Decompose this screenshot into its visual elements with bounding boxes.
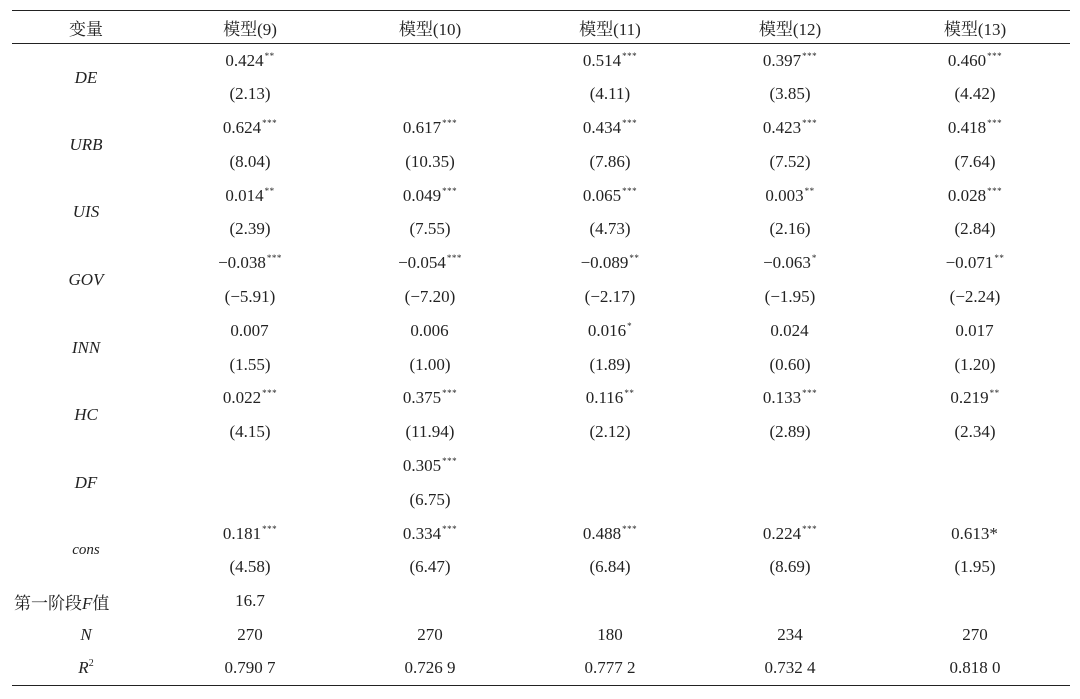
t-stat-cell <box>160 483 340 517</box>
coef-value: 0.006 <box>410 320 449 340</box>
stat-value: 270 <box>237 624 263 644</box>
t-stat-cell: (6.84) <box>589 557 631 577</box>
significance-stars: ** <box>629 253 640 264</box>
coef-value: 0.007 <box>230 320 269 340</box>
significance-stars: * <box>627 320 633 331</box>
coef-row-inn <box>12 314 1070 348</box>
t-stat-cell: (−2.24) <box>949 286 1001 306</box>
t-stat-cell: (−5.91) <box>224 286 276 306</box>
coef-cell <box>340 44 520 78</box>
significance-stars: *** <box>987 50 1003 61</box>
significance-stars: *** <box>442 523 458 534</box>
coef-row-urb <box>12 111 1070 145</box>
significance-stars: *** <box>802 117 818 128</box>
t-stat-cell: (11.94) <box>405 422 455 442</box>
stat-value: 270 <box>417 624 443 644</box>
coef-cell <box>880 449 1070 483</box>
stat-label <box>12 618 160 652</box>
stat-value: 180 <box>597 624 623 644</box>
header-model-10: 模型(10) <box>340 11 520 44</box>
significance-stars: ** <box>624 388 635 399</box>
coef-cell <box>520 314 700 348</box>
variable-label-uis: UIS <box>72 202 100 222</box>
significance-stars: *** <box>446 253 462 264</box>
header-model-9: 模型(9) <box>160 11 340 44</box>
stat-value: 270 <box>962 624 988 644</box>
stat-label <box>12 584 160 618</box>
coef-cell <box>700 111 880 145</box>
t-stat-cell: (−1.95) <box>764 286 816 306</box>
t-stat-cell: (4.58) <box>229 557 271 577</box>
t-stat-cell: (4.11) <box>589 84 631 104</box>
coef-cell <box>880 179 1070 213</box>
stat-row <box>12 652 1070 686</box>
significance-stars: *** <box>442 388 458 399</box>
header-variable: 变量 <box>12 11 160 44</box>
coef-cell <box>520 44 700 78</box>
coef-value: 0.224 <box>762 523 802 543</box>
coef-cell <box>700 381 880 415</box>
t-stat-cell <box>880 483 1070 517</box>
coef-cell <box>880 111 1070 145</box>
t-stat-cell: (−2.17) <box>584 286 636 306</box>
t-stat-cell: (3.85) <box>769 84 811 104</box>
coef-value: 0.488 <box>582 523 622 543</box>
t-stat-cell: (6.75) <box>409 489 451 509</box>
t-stat-cell: (4.73) <box>589 219 631 239</box>
significance-stars: *** <box>802 523 818 534</box>
coef-value: 0.024 <box>770 320 809 340</box>
variable-label-hc: HC <box>74 405 98 425</box>
t-stat-cell: (6.47) <box>409 557 451 577</box>
coef-cell <box>160 179 340 213</box>
coef-cell <box>700 246 880 280</box>
stat-value: 0.777 2 <box>520 652 700 686</box>
stat-label-symbol: N <box>80 624 92 644</box>
significance-stars: *** <box>622 185 638 196</box>
variable-label-df: DF <box>74 472 98 492</box>
variable-label-de: DE <box>74 67 98 87</box>
coef-value: 0.049 <box>402 185 442 205</box>
t-stat-cell: (8.69) <box>769 557 811 577</box>
coef-value: −0.038 <box>218 253 266 273</box>
coef-value: 0.460 <box>947 50 987 70</box>
coef-row-cons <box>12 517 1070 551</box>
coef-value: 0.613* <box>951 523 998 543</box>
coef-value: 0.418 <box>947 117 987 137</box>
coef-value: 0.022 <box>222 388 262 408</box>
t-stat-cell: (10.35) <box>405 151 455 171</box>
coef-cell <box>520 449 700 483</box>
t-stat-cell: (7.55) <box>409 219 451 239</box>
coef-value: 0.514 <box>582 50 622 70</box>
coef-cell <box>700 44 880 78</box>
t-stat-cell: (2.12) <box>589 422 631 442</box>
coef-cell <box>880 314 1070 348</box>
coef-value: 0.181 <box>222 523 262 543</box>
t-stat-cell: (7.64) <box>954 151 996 171</box>
t-stat-cell: (1.95) <box>954 557 996 577</box>
significance-stars: *** <box>266 253 282 264</box>
significance-stars: *** <box>262 523 278 534</box>
t-row-cons <box>12 550 1070 584</box>
t-stat-cell: (2.84) <box>954 219 996 239</box>
stat-value: 0.726 9 <box>340 652 520 686</box>
significance-stars: * <box>811 253 817 264</box>
regression-table <box>12 10 1070 686</box>
t-stat-cell: (2.34) <box>954 422 996 442</box>
t-stat-cell: (2.89) <box>769 422 811 442</box>
coef-cell <box>340 314 520 348</box>
significance-stars: *** <box>262 117 278 128</box>
stat-value <box>880 584 1070 618</box>
coef-cell <box>160 111 340 145</box>
coef-cell <box>520 246 700 280</box>
coef-value: −0.054 <box>398 253 446 273</box>
stat-label-suffix: 值 <box>92 593 110 613</box>
coef-cell <box>340 111 520 145</box>
t-stat-cell: (−7.20) <box>404 286 456 306</box>
significance-stars: *** <box>262 388 278 399</box>
t-stat-cell: (7.52) <box>769 151 811 171</box>
stat-label-symbol: F <box>82 593 93 613</box>
significance-stars: *** <box>442 117 458 128</box>
coef-cell <box>520 179 700 213</box>
header-model-11: 模型(11) <box>520 11 700 44</box>
significance-stars: *** <box>987 185 1003 196</box>
t-row-urb <box>12 145 1070 179</box>
stat-row <box>12 618 1070 652</box>
t-stat-cell: (4.15) <box>229 422 271 442</box>
coef-value: −0.071 <box>945 253 994 273</box>
t-row-gov <box>12 280 1070 314</box>
coef-cell <box>700 179 880 213</box>
significance-stars: ** <box>804 185 815 196</box>
stat-value: 0.818 0 <box>880 652 1070 686</box>
coef-value: 0.434 <box>582 117 622 137</box>
stat-label-symbol: R <box>78 658 89 678</box>
t-row-df <box>12 483 1070 517</box>
significance-stars: ** <box>989 388 1000 399</box>
t-stat-cell: (1.89) <box>589 354 631 374</box>
significance-stars: *** <box>622 117 638 128</box>
coef-row-hc <box>12 381 1070 415</box>
stat-value <box>700 584 880 618</box>
coef-value: 0.424 <box>225 50 264 70</box>
significance-stars: *** <box>622 50 638 61</box>
stat-value: 0.732 4 <box>700 652 880 686</box>
coef-row-gov <box>12 246 1070 280</box>
significance-stars: ** <box>264 185 275 196</box>
coef-value: 0.116 <box>585 388 624 408</box>
coef-cell <box>700 449 880 483</box>
coef-cell <box>880 246 1070 280</box>
t-stat-cell: (7.86) <box>589 151 631 171</box>
coef-value: 0.624 <box>222 117 262 137</box>
stat-value: 234 <box>777 624 803 644</box>
stat-label <box>12 652 160 686</box>
stat-value: 16.7 <box>235 591 265 611</box>
stat-value <box>340 584 520 618</box>
significance-stars: ** <box>994 253 1005 264</box>
coef-value: 0.003 <box>765 185 804 205</box>
coef-row-uis <box>12 179 1070 213</box>
coef-cell <box>160 517 340 551</box>
coef-cell <box>520 111 700 145</box>
t-row-de <box>12 77 1070 111</box>
coef-cell <box>160 314 340 348</box>
coef-value: 0.617 <box>402 117 442 137</box>
coef-cell <box>160 246 340 280</box>
t-stat-cell <box>520 483 700 517</box>
significance-stars: *** <box>442 455 458 466</box>
stat-value <box>520 584 700 618</box>
coef-value: −0.063 <box>763 253 811 273</box>
significance-stars: *** <box>802 388 818 399</box>
t-stat-cell: (1.55) <box>229 354 271 374</box>
coef-value: 0.065 <box>582 185 622 205</box>
coef-value: 0.016 <box>587 320 627 340</box>
coef-cell <box>160 44 340 78</box>
coef-value: 0.028 <box>947 185 987 205</box>
stat-label-superscript: 2 <box>88 658 94 670</box>
t-row-hc <box>12 415 1070 449</box>
coef-value: 0.423 <box>762 117 802 137</box>
t-stat-cell <box>340 77 520 111</box>
coef-cell <box>880 44 1070 78</box>
t-row-inn <box>12 348 1070 382</box>
coef-value: 0.397 <box>762 50 802 70</box>
t-stat-cell <box>700 483 880 517</box>
header-row <box>12 11 1070 44</box>
t-stat-cell: (0.60) <box>769 354 811 374</box>
significance-stars: *** <box>802 50 818 61</box>
header-model-12: 模型(12) <box>700 11 880 44</box>
significance-stars: *** <box>987 117 1003 128</box>
coef-cell <box>160 449 340 483</box>
coef-cell <box>160 381 340 415</box>
t-stat-cell: (2.39) <box>229 219 271 239</box>
t-stat-cell: (1.20) <box>954 354 996 374</box>
stat-value: 0.790 7 <box>160 652 340 686</box>
stat-row <box>12 584 1070 618</box>
variable-label-urb: URB <box>69 134 103 154</box>
significance-stars: *** <box>442 185 458 196</box>
t-stat-cell: (1.00) <box>409 354 451 374</box>
coef-cell <box>520 517 700 551</box>
header-model-13: 模型(13) <box>880 11 1070 44</box>
coef-value: 0.375 <box>402 388 442 408</box>
coef-value: 0.305 <box>402 455 442 475</box>
coef-value: 0.219 <box>950 388 989 408</box>
coef-cell <box>880 381 1070 415</box>
significance-stars: ** <box>264 50 275 61</box>
coef-row-df <box>12 449 1070 483</box>
t-stat-cell: (4.42) <box>954 84 996 104</box>
coef-cell <box>340 517 520 551</box>
coef-cell <box>340 246 520 280</box>
significance-stars: *** <box>622 523 638 534</box>
coef-cell <box>340 381 520 415</box>
coef-cell <box>880 517 1070 551</box>
coef-cell <box>340 179 520 213</box>
stat-label-prefix: 第一阶段 <box>14 593 82 613</box>
coef-value: 0.334 <box>402 523 442 543</box>
coef-value: −0.089 <box>580 253 629 273</box>
coef-value: 0.133 <box>762 388 802 408</box>
t-stat-cell: (2.13) <box>229 84 271 104</box>
variable-label-cons: cons <box>72 541 100 558</box>
variable-label-gov: GOV <box>68 270 104 290</box>
variable-label-inn: INN <box>71 337 101 357</box>
t-row-uis <box>12 212 1070 246</box>
coef-value: 0.014 <box>225 185 264 205</box>
coef-cell <box>520 381 700 415</box>
coef-row-de <box>12 44 1070 78</box>
coef-cell <box>700 314 880 348</box>
coef-cell <box>340 449 520 483</box>
t-stat-cell: (8.04) <box>229 151 271 171</box>
coef-cell <box>700 517 880 551</box>
t-stat-cell: (2.16) <box>769 219 811 239</box>
coef-value: 0.017 <box>955 320 994 340</box>
